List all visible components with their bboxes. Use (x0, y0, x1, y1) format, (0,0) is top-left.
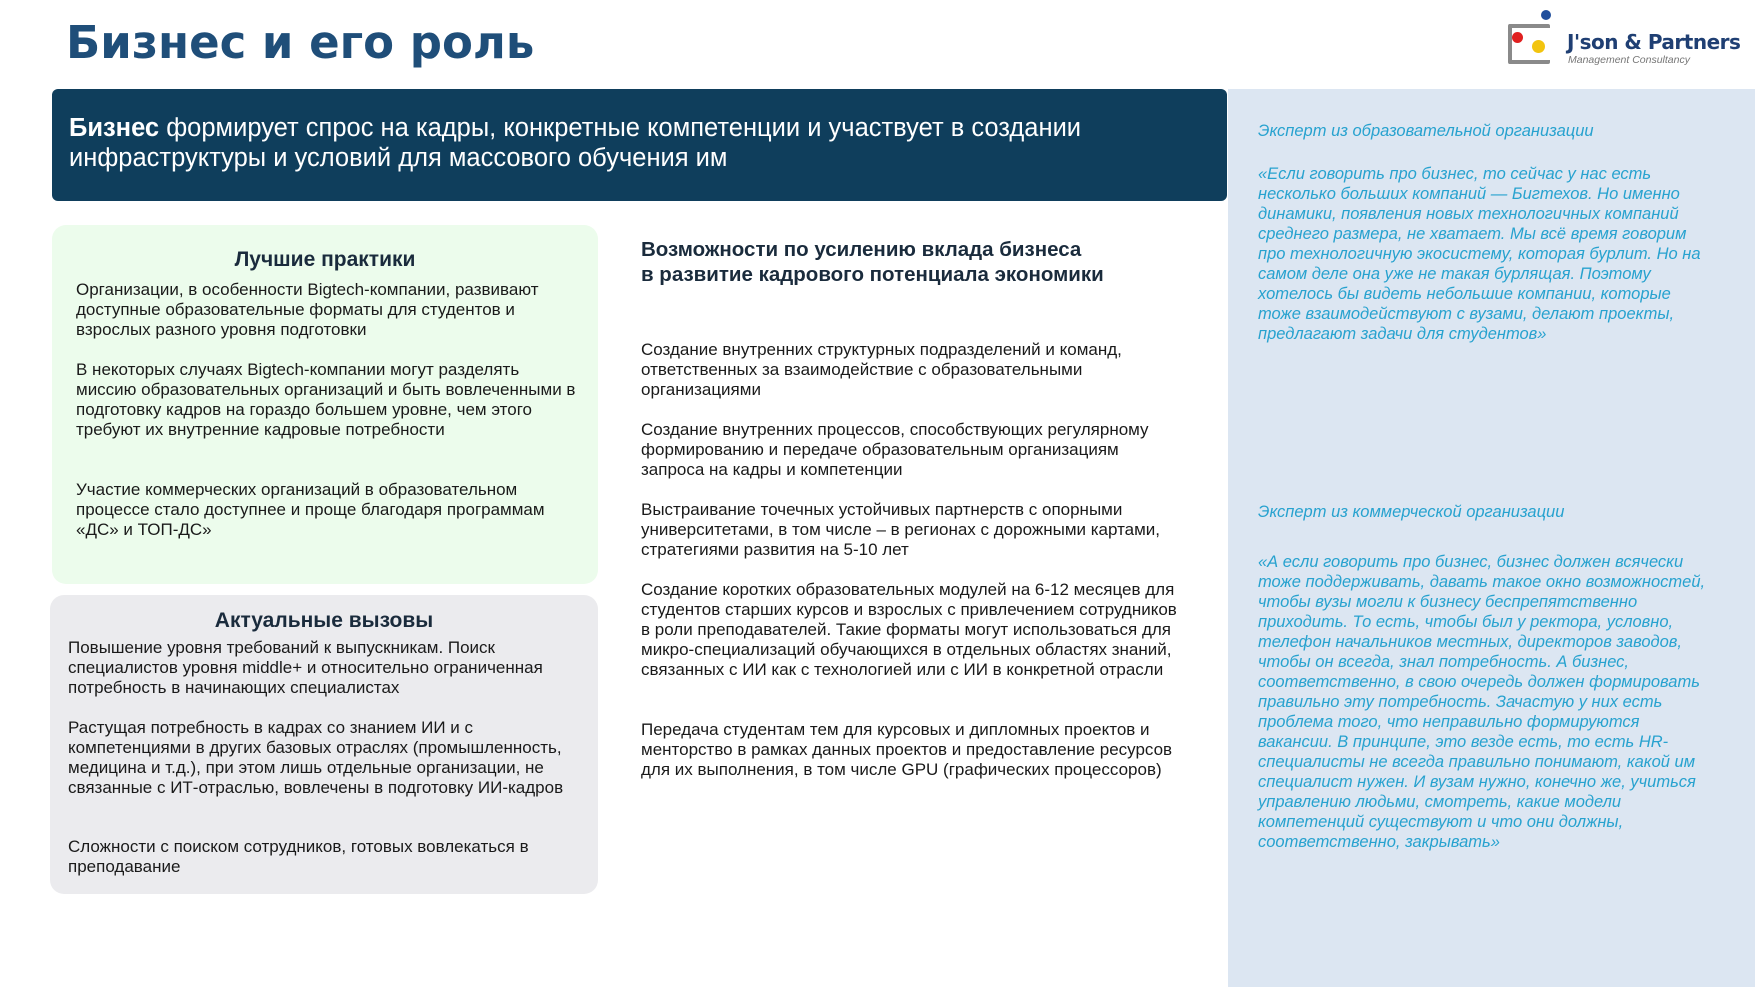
banner-bold: Бизнес (69, 114, 160, 142)
banner-rest: формирует спрос на кадры, конкретные компетенции и участвует в создании инфраструктуры и условий для массового обучения им (69, 114, 1082, 172)
expert-quote: «А если говорить про бизнес, бизнес должен всячески тоже поддерживать, давать такое окно возможностей, чтобы вузы могли к бизнесу беспрепятственно приходить. То есть, чтобы был у ректора, условно, телефон начальников местных, директоров заводов, чтобы он всегда, знал потребность. А бизнес, соответственно, в свою очередь должен формировать правильно эту потребность. Зачастую у них есть проблема того, что неправильно формируются вакансии. В принципе, это везде есть, то есть HR-специалисты не всегда правильно понимают, какой им специалист нужен. И вузам нужно, конечно же, учиться управлению людьми, смотреть, какие модели компетенций существуют и что они должны, соответственно, закрывать» (1258, 553, 1706, 851)
logo-blue-dot-icon (1541, 10, 1551, 20)
challenge-item: Повышение уровня требований к выпускникам. Поиск специалистов уровня middle+ и относительно ограниченная потребность в начинающих специалистах (68, 638, 543, 697)
logo-yellow-dot-icon (1532, 40, 1545, 53)
challenge-item: Сложности с поиском сотрудников, готовых вовлекаться в преподавание (68, 837, 529, 876)
opportunities-heading-line2: в развитие кадрового потенциала экономики (641, 263, 1104, 286)
best-practices-card (52, 225, 598, 584)
challenges-card (50, 595, 598, 894)
opportunities-heading (641, 237, 1181, 287)
opportunity-item: Создание внутренних процессов, способствующих регулярному формированию и передаче образовательным организациям запроса на кадры и компетенции (641, 420, 1149, 479)
challenges-heading: Актуальные вызовы (214, 609, 434, 632)
banner-text (69, 113, 1207, 173)
opportunity-item: Передача студентам тем для курсовых и дипломных проектов и менторство в рамках данных проектов и предоставление ресурсов для их выполнения, в том числе GPU (графических процессоров) (641, 720, 1173, 779)
expert-quote: «Если говорить про бизнес, то сейчас у нас есть несколько больших компаний — Бигтехов. Но именно динамики, появления новых технологичных компаний среднего размера, не хватает. Мы всё время говорим про технологичную экосистему, которая бурлит. Но на самом деле она уже не такая бурлящая. Поэтому хотелось бы видеть небольшие компании, которые тоже взаимодействуют с вузами, делают проекты, предлагают задачи для студентов» (1258, 165, 1701, 343)
opportunity-item: Выстраивание точечных устойчивых партнерств с опорными университетами, в том числе – в регионах с дорожными картами, стратегиями развития на 5-10 лет (641, 500, 1161, 559)
best-practice-item: Организации, в особенности Bigtech-компании, развивают доступные образовательные форматы для студентов и взрослых разного уровня подготовки (76, 280, 539, 339)
challenge-item: Растущая потребность в кадрах со знанием ИИ и с компетенциями в других базовых отраслях (промышленность, медицина и т.д.), при этом лишь отдельные организации, не связанные с ИТ-отраслью, вовлечены в подготовку ИИ-кадров (68, 718, 564, 797)
logo-red-dot-icon (1512, 32, 1523, 43)
opportunity-item: Создание внутренних структурных подразделений и команд, ответственных за взаимодействие с образовательными организациями (641, 340, 1122, 399)
expert-label: Эксперт из образовательной организации (1258, 122, 1594, 140)
logo-name: J'son & Partners (1567, 30, 1741, 54)
best-practices-heading: Лучшие практики (234, 248, 416, 271)
page-title: Бизнес и его роль (66, 16, 535, 69)
expert-label: Эксперт из коммерческой организации (1258, 503, 1565, 521)
key-message-banner (52, 89, 1227, 201)
best-practice-item: Участие коммерческих организаций в образовательном процессе стало доступнее и проще благодаря программам «ДС» и ТОП-ДС» (76, 480, 545, 539)
best-practice-item: В некоторых случаях Bigtech-компании могут разделять миссию образовательных организаций и быть вовлеченными в подготовку кадров на гораздо большем уровне, чем этого требуют их внутренние кадровые потребности (76, 360, 576, 439)
logo-subtitle: Management Consultancy (1568, 54, 1690, 66)
opportunity-item: Создание коротких образовательных модулей на 6-12 месяцев для студентов старших курсов и взрослых с привлечением сотрудников в роли преподавателей. Такие форматы могут использоваться для микро-специализаций обучающихся в отдельных областях знаний, связанных с ИИ как с технологией или с ИИ в конкретной отрасли (641, 580, 1177, 679)
company-logo (1500, 8, 1750, 68)
opportunities-heading-line1: Возможности по усилению вклада бизнеса (641, 238, 1082, 261)
